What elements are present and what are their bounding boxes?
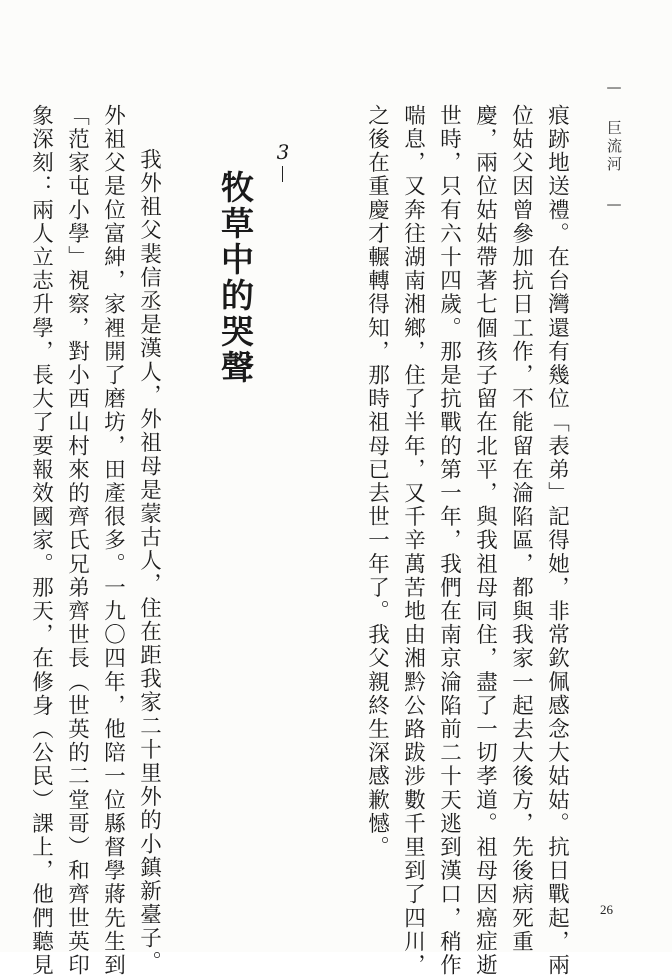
text-line: 痕跡地送禮。在台灣還有幾位「表弟」記得她，非常欽佩感念大姑姑。抗日戰起，兩 [544, 104, 570, 977]
chapter-number-rule [282, 166, 283, 182]
text-line: 世時，只有六十四歲。那是抗戰的第一年，我們在南京淪陷前二十天逃到漢口，稍作 [436, 104, 462, 977]
page-number: 26 [600, 902, 613, 917]
text-line: 之後在重慶才輾轉得知，那時祖母已去世一年了。我父親終生深感歉憾。 [364, 104, 390, 860]
text-line: 外祖父是位富紳，家裡開了磨坊，田產很多。一九〇四年，他陪一位縣督學蔣先生到 [100, 104, 126, 977]
text-line: 位姑父因曾參加抗日工作，不能留在淪陷區，都與我家一起去大後方，先後病死重 [508, 104, 534, 954]
text-line: 象深刻：兩人立志升學，長大了要報效國家。那天，在修身（公民）課上，他們聽見 [28, 104, 54, 977]
text-line: 喘息，又奔往湖南湘鄉，住了半年，又千辛萬苦地由湘黔公路跋涉數千里到了四川， [400, 104, 426, 977]
text-line: 我外祖父裴信丞是漢人，外祖母是蒙古人，住在距我家二十里外的小鎮新臺子。 [136, 148, 162, 974]
text-line: 「范家屯小學」視察，對小西山村來的齊氏兄弟齊世長（世英的二堂哥）和齊世英印 [64, 104, 90, 977]
text-line: 慶，兩位姑姑帶著七個孩子留在北平，與我祖母同住，盡了一切孝道。祖母因癌症逝 [472, 104, 498, 977]
chapter-title: 牧草中的哭聲 [216, 170, 255, 386]
running-head: — 巨流河 — [605, 78, 623, 216]
chapter-number: 3 [276, 140, 290, 164]
